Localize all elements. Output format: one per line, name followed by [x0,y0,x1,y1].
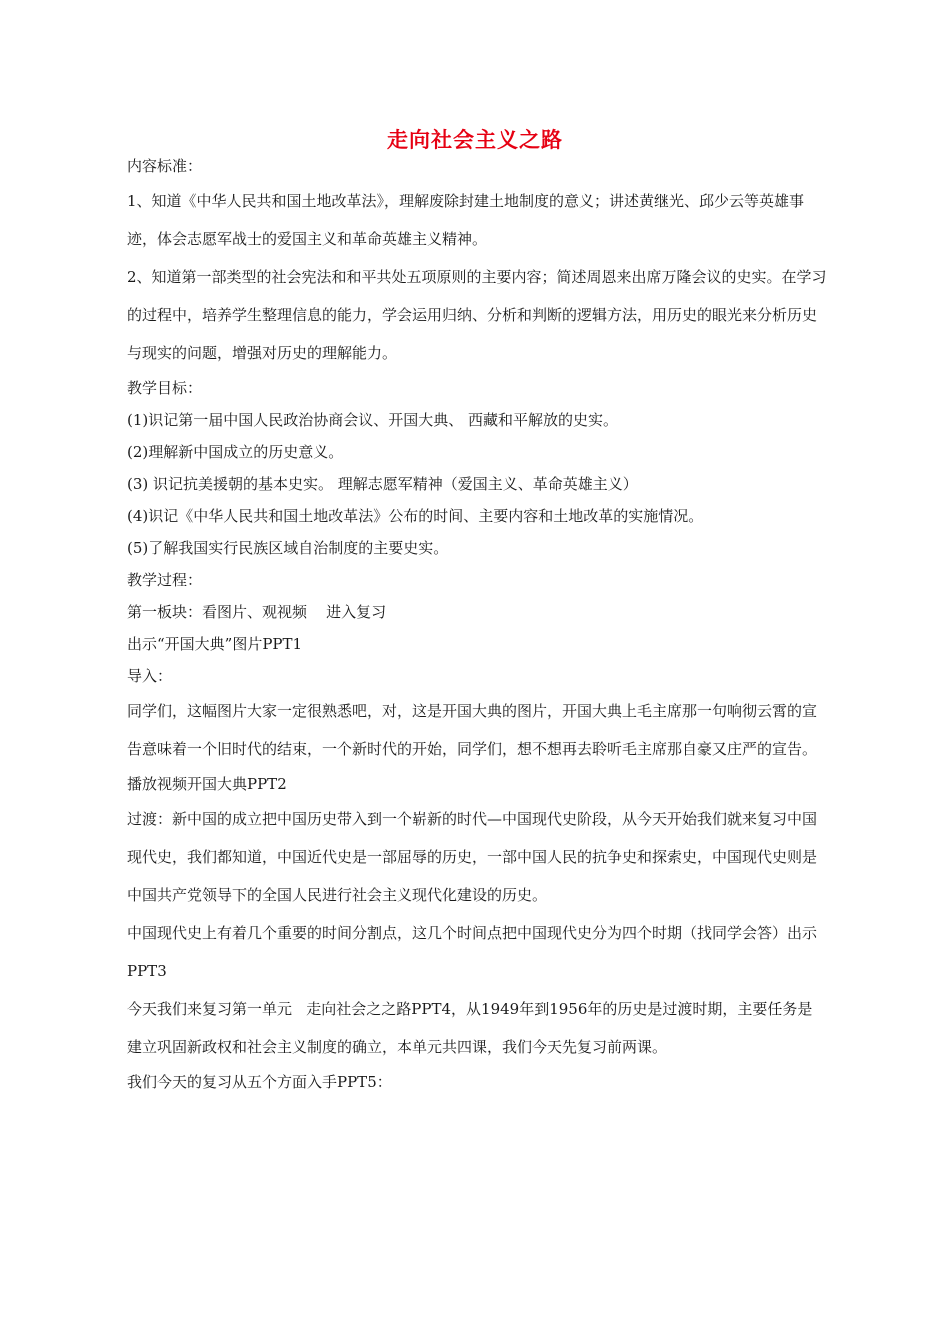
paragraph-standard-2: 2、知道第一部类型的社会宪法和和平共处五项原则的主要内容；简述周恩来出席万隆会议的史实。在学习的过程中，培养学生整理信息的能力，学会运用归纳、分析和判断的逻辑方法，用历史的眼光来分析历史与现实的问题，增强对历史的理解能力。 [127,268,827,362]
document-title: 走向社会主义之路 [387,128,563,152]
paragraph-five-aspects: 我们今天的复习从五个方面入手PPT5： [127,1073,392,1091]
paragraph-transition: 过渡：新中国的成立把中国历史带入到一个崭新的时代—中国现代史阶段，从今天开始我们就来复习中国现代史，我们都知道，中国近代史是一部屈辱的历史，一部中国人民的抗争史和探索史，中国现代史则是中国共产党领导下的全国人民进行社会主义现代化建设的历史。 [127,810,818,904]
paragraph-play-video-ppt2: 播放视频开国大典PPT2 [127,775,287,793]
paragraph-process-heading: 教学过程： [127,571,203,589]
paragraph-objectives-heading: 教学目标： [127,379,203,397]
paragraph-intro-text: 同学们，这幅图片大家一定很熟悉吧，对，这是开国大典的图片，开国大典上毛主席那一句响彻云霄的宣告意味着一个旧时代的结束，一个新时代的开始，同学们，想不想再去聆听毛主席那自豪又庄严的宣告。 [127,702,818,758]
paragraph-intro-heading: 导入： [127,667,173,685]
paragraph-objective-4: (4)识记《中华人民共和国土地改革法》公布的时间、主要内容和土地改革的实施情况。 [127,507,704,525]
paragraph-unit-one: 今天我们来复习第一单元 走向社会之之路PPT4，从1949年到1956年的历史是过渡时期，主要任务是建立巩固新政权和社会主义制度的确立，本单元共四课，我们今天先复习前两课。 [127,1000,813,1056]
paragraph-section-one: 第一板块：看图片、观视频 进入复习 [127,603,387,621]
document-body [127,150,827,1098]
paragraph-objective-1: (1)识记第一届中国人民政治协商会议、开国大典、 西藏和平解放的史实。 [127,411,619,429]
paragraph-time-division: 中国现代史上有着几个重要的时间分割点，这几个时间点把中国现代史分为四个时期（找同学会答）出示PPT3 [127,924,818,980]
paragraph-content-standard-heading: 内容标准： [127,157,203,175]
paragraph-objective-2: (2)理解新中国成立的历史意义。 [127,443,344,461]
paragraph-show-ppt1: 出示“开国大典”图片PPT1 [127,635,303,653]
paragraph-objective-3: (3) 识记抗美援朝的基本史实。 理解志愿军精神（爱国主义、革命英雄主义） [127,475,638,493]
paragraph-standard-1: 1、知道《中华人民共和国土地改革法》，理解废除封建土地制度的意义；讲述黄继光、邱少云等英雄事迹，体会志愿军战士的爱国主义和革命英雄主义精神。 [127,192,805,248]
paragraph-objective-5: (5)了解我国实行民族区域自治制度的主要史实。 [127,539,449,557]
